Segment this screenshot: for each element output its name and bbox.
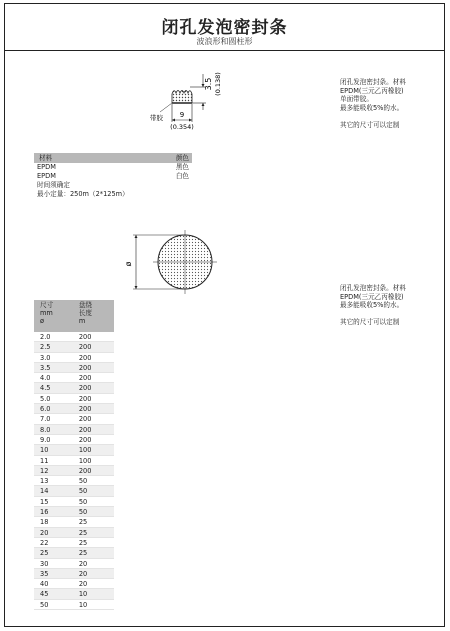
length-cell: 25 — [78, 538, 88, 547]
properties-row — [34, 172, 192, 181]
length-header-line: m — [78, 317, 86, 325]
length-column-header — [79, 301, 114, 331]
note-top-line: 其它的尺寸可以定制 — [340, 120, 400, 129]
description-note-top — [340, 78, 428, 130]
table-row — [34, 579, 114, 589]
properties-header — [34, 153, 192, 163]
note-bottom-line: EPDM(三元乙丙橡胶) — [340, 292, 404, 301]
size-column-header — [34, 301, 79, 331]
size-cell: 20 — [40, 528, 49, 537]
table-row — [34, 435, 114, 445]
length-cell: 25 — [78, 528, 88, 537]
length-cell: 20 — [78, 559, 88, 568]
page-header — [4, 3, 445, 51]
table-row — [34, 600, 114, 610]
table-row — [34, 373, 114, 383]
size-cell: 10 — [40, 446, 49, 455]
material-cell: EPDM — [37, 163, 56, 171]
note-top-line — [340, 112, 428, 121]
length-cell: 200 — [78, 405, 92, 414]
length-cell: 200 — [78, 435, 92, 444]
page-title: 闭孔发泡密封条 — [161, 18, 288, 38]
size-cell: 25 — [40, 549, 49, 558]
length-cell: 100 — [78, 456, 92, 465]
length-cell: 200 — [78, 466, 92, 475]
size-cell: 22 — [40, 538, 49, 547]
material-cell: EPDM — [37, 172, 56, 180]
length-cell: 200 — [78, 353, 92, 362]
length-header-line: 盘绕 — [78, 301, 93, 309]
stock-size-table — [34, 300, 114, 610]
length-cell: 200 — [78, 394, 92, 403]
length-cell: 50 — [78, 487, 88, 496]
properties-table — [34, 153, 192, 199]
table-row — [34, 476, 114, 486]
table-row — [34, 404, 114, 414]
size-cell: 35 — [40, 569, 49, 578]
size-cell: 30 — [40, 559, 49, 568]
length-cell: 25 — [78, 549, 88, 558]
length-cell: 20 — [78, 569, 88, 578]
table-row — [34, 486, 114, 496]
note-bottom-line: 其它的尺寸可以定制 — [340, 318, 400, 327]
length-header-line: 长度 — [78, 309, 93, 317]
length-cell: 200 — [78, 343, 92, 352]
width-in-label: (0.354) — [170, 123, 194, 131]
length-cell: 50 — [78, 497, 88, 506]
size-cell: 13 — [40, 477, 49, 486]
table-row — [34, 383, 114, 393]
size-cell: 11 — [40, 456, 49, 465]
length-cell: 200 — [78, 384, 92, 393]
material-header: 材料 — [39, 154, 53, 162]
table-row — [34, 445, 114, 455]
size-cell: 3.5 — [40, 363, 51, 372]
note-top-line: EPDM(三元乙丙橡胶) — [340, 86, 404, 95]
diameter-symbol: ø — [124, 261, 133, 267]
table-row — [34, 548, 114, 558]
table-row — [34, 342, 114, 352]
size-cell: 18 — [40, 518, 49, 527]
size-cell: 6.0 — [40, 405, 51, 414]
table-row — [34, 394, 114, 404]
delivery-note: 时间须确定 — [37, 181, 70, 189]
table-row — [34, 517, 114, 527]
size-cell: 16 — [40, 508, 49, 517]
table-row — [34, 589, 114, 599]
size-cell: 45 — [40, 590, 49, 599]
color-cell: 白色 — [175, 172, 189, 180]
table-row — [34, 569, 114, 579]
length-cell: 100 — [78, 446, 92, 455]
stock-table-header — [34, 300, 114, 332]
table-row — [34, 332, 114, 342]
table-row — [34, 425, 114, 435]
size-cell: 50 — [40, 600, 49, 609]
size-header-line: mm — [40, 309, 53, 317]
round-drawing — [125, 226, 220, 298]
color-header: 颜色 — [175, 154, 189, 162]
length-cell: 50 — [78, 508, 88, 517]
note-top-line: 单面带胶。 — [340, 95, 373, 104]
profile-drawing — [130, 60, 230, 140]
length-cell: 200 — [78, 363, 92, 372]
size-cell: 4.0 — [40, 374, 51, 383]
length-cell: 10 — [78, 600, 88, 609]
table-row — [34, 466, 114, 476]
size-cell: 8.0 — [40, 425, 51, 434]
adhesive-label: 带胶 — [150, 114, 163, 122]
size-cell: 15 — [40, 497, 49, 506]
size-cell: 9.0 — [40, 435, 51, 444]
stock-table-body — [34, 332, 114, 610]
note-bottom-line: 闭孔发泡密封条。材料 — [340, 284, 406, 292]
size-cell: 14 — [40, 487, 49, 496]
size-cell: 40 — [40, 580, 49, 589]
min-order-note: 最小定量：250m（2*125m） — [37, 190, 129, 198]
size-cell: 3.0 — [40, 353, 51, 362]
size-cell: 5.0 — [40, 394, 51, 403]
length-cell: 20 — [78, 580, 88, 589]
size-cell: 12 — [40, 466, 49, 475]
table-row — [34, 538, 114, 548]
size-cell: 4.5 — [40, 384, 51, 393]
width-mm-label: 9 — [179, 111, 185, 119]
size-header-line: 尺寸 — [40, 301, 54, 309]
properties-row — [34, 163, 192, 172]
table-row — [34, 456, 114, 466]
size-cell: 7.0 — [40, 415, 51, 424]
height-in-label: (0.138) — [214, 72, 222, 96]
description-note-bottom — [340, 284, 428, 327]
note-bottom-line: 最多能吸收5%的水。 — [340, 301, 404, 310]
table-row — [34, 528, 114, 538]
size-cell: 2.0 — [40, 333, 51, 341]
size-header-line: ø — [40, 317, 45, 325]
table-row — [34, 559, 114, 569]
length-cell: 200 — [78, 415, 92, 424]
height-mm-label: 3.5 — [204, 77, 213, 91]
table-row — [34, 414, 114, 424]
note-top-line: 闭孔发泡密封条。材料 — [340, 78, 406, 86]
color-cell: 黑色 — [175, 163, 189, 171]
table-row — [34, 353, 114, 363]
length-cell: 200 — [78, 374, 92, 383]
table-row — [34, 363, 114, 373]
size-cell: 2.5 — [40, 343, 51, 352]
length-cell: 200 — [78, 333, 92, 341]
length-cell: 50 — [78, 477, 88, 486]
table-row — [34, 507, 114, 517]
length-cell: 25 — [78, 518, 88, 527]
table-row — [34, 497, 114, 507]
page-subtitle: 波浪形和圆柱形 — [196, 37, 253, 46]
length-cell: 200 — [78, 425, 92, 434]
note-top-line: 最多能吸收5%的水。 — [340, 103, 404, 112]
length-cell: 10 — [78, 590, 88, 599]
